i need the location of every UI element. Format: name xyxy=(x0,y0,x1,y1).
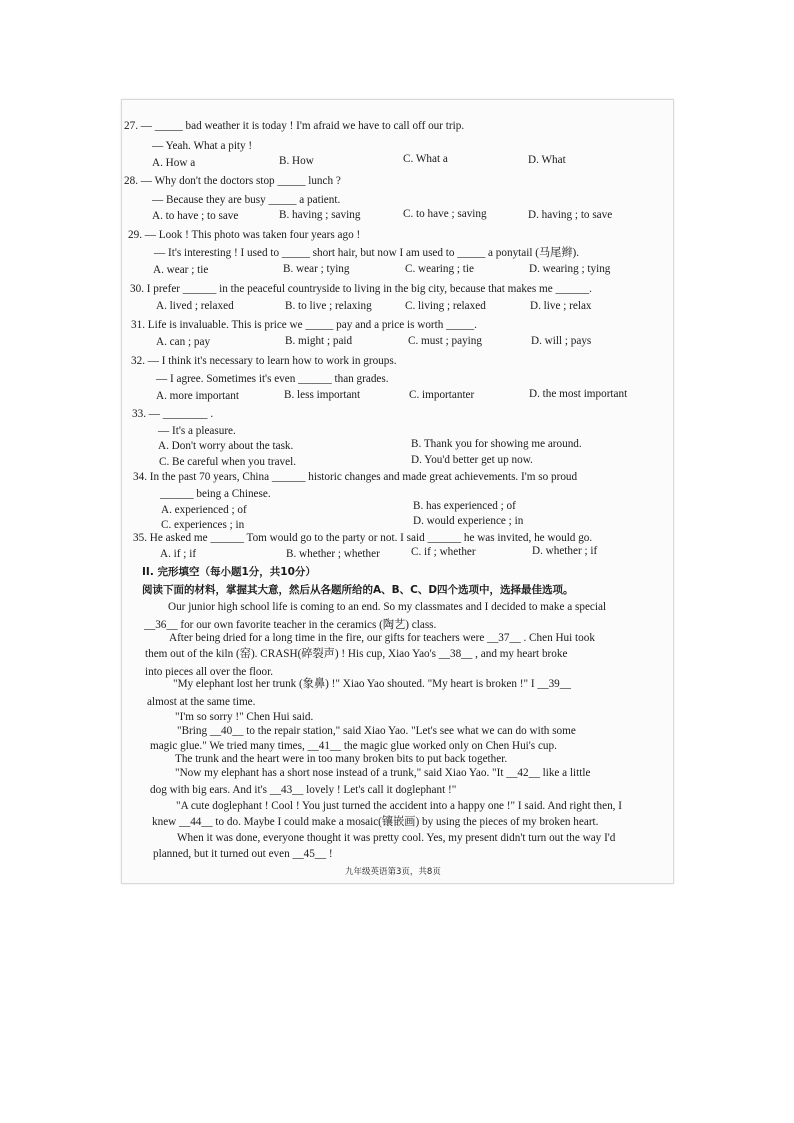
passage-line-5: into pieces all over the floor. xyxy=(145,666,273,678)
question-27-option-b: B. How xyxy=(279,155,314,167)
passage-line-12: "Now my elephant has a short nose instead of a trunk," said Xiao Yao. "It __42__ like a little xyxy=(175,767,591,779)
passage-line-10: magic glue." We tried many times, __41__ the magic glue worked only on Chen Hui's cup. xyxy=(150,740,557,752)
passage-line-11: The trunk and the heart were in too many broken bits to put back together. xyxy=(175,753,508,765)
question-31-option-a: A. can ; pay xyxy=(156,336,211,348)
question-28-response: — Because they are busy _____ a patient. xyxy=(152,194,341,206)
question-33-option-b: B. Thank you for showing me around. xyxy=(411,438,582,450)
question-33-response: — It's a pleasure. xyxy=(158,425,236,437)
passage-line-1: Our junior high school life is coming to an end. So my classmates and I decided to make a special xyxy=(168,601,607,613)
question-31-option-b: B. might ; paid xyxy=(285,335,353,347)
question-31-option-c: C. must ; paying xyxy=(408,335,482,347)
question-29-option-d: D. wearing ; tying xyxy=(529,263,611,275)
question-34-option-a: A. experienced ; of xyxy=(161,504,247,516)
question-33-option-a: A. Don't worry about the task. xyxy=(158,440,294,452)
question-28-option-d: D. having ; to save xyxy=(528,209,613,221)
question-29-option-c: C. wearing ; tie xyxy=(405,263,474,275)
question-32-stem: 32. — I think it's necessary to learn how to work in groups. xyxy=(131,355,397,367)
question-28-stem: 28. — Why don't the doctors stop _____ lunch ? xyxy=(124,175,341,187)
question-28-option-a: A. to have ; to save xyxy=(152,210,239,222)
passage-line-2: __36__ for our own favorite teacher in the ceramics (陶艺) class. xyxy=(144,619,437,631)
question-29-option-a: A. wear ; tie xyxy=(153,264,209,276)
question-34-option-d: D. would experience ; in xyxy=(413,515,524,527)
question-28-option-b: B. having ; saving xyxy=(279,209,361,221)
question-29-option-b: B. wear ; tying xyxy=(283,263,350,275)
question-34-stem: 34. In the past 70 years, China ______ historic changes and made great achievements. I'm so proud xyxy=(133,471,578,483)
question-27-response: — Yeah. What a pity ! xyxy=(152,140,253,152)
question-32-option-c: C. importanter xyxy=(409,389,475,401)
question-35-option-d: D. whether ; if xyxy=(532,545,598,557)
section-instruction: 阅读下面的材料，掌握其大意，然后从各题所给的A、B、C、D四个选项中，选择最佳选项。 xyxy=(142,584,574,596)
passage-line-6: "My elephant lost her trunk (象鼻) !" Xiao Yao shouted. "My heart is broken !" I __39__ xyxy=(173,678,571,690)
question-34-continuation: ______ being a Chinese. xyxy=(160,488,271,500)
question-30-option-d: D. live ; relax xyxy=(530,300,592,312)
question-31-stem: 31. Life is invaluable. This is price we _____ pay and a price is worth _____. xyxy=(131,319,477,331)
question-35-option-c: C. if ; whether xyxy=(411,546,476,558)
passage-line-15: knew __44__ to do. Maybe I could make a mosaic(镶嵌画) by using the pieces of my broken heart. xyxy=(152,816,599,828)
question-34-option-b: B. has experienced ; of xyxy=(413,500,516,512)
question-35-option-a: A. if ; if xyxy=(160,548,197,560)
question-30-option-b: B. to live ; relaxing xyxy=(285,300,372,312)
question-30-option-c: C. living ; relaxed xyxy=(405,300,486,312)
passage-line-13: dog with big ears. And it's __43__ lovely ! Let's call it doglephant !" xyxy=(150,784,457,796)
question-33-option-d: D. You'd better get up now. xyxy=(411,454,533,466)
passage-line-3: After being dried for a long time in the fire, our gifts for teachers were __37__ . Chen Hui took xyxy=(169,632,595,644)
passage-line-4: them out of the kiln (窑). CRASH(碎裂声) ! His cup, Xiao Yao's __38__ , and my heart broke xyxy=(145,648,568,660)
section-heading: II. 完形填空（每小题1分，共10分） xyxy=(142,566,316,578)
question-30-option-a: A. lived ; relaxed xyxy=(156,300,234,312)
question-31-option-d: D. will ; pays xyxy=(531,335,592,347)
question-32-option-b: B. less important xyxy=(284,389,361,401)
question-27-option-d: D. What xyxy=(528,154,566,166)
question-34-option-c: C. experiences ; in xyxy=(161,519,245,531)
question-33-stem: 33. — ________ . xyxy=(132,408,214,420)
passage-line-8: "I'm so sorry !" Chen Hui said. xyxy=(175,711,314,723)
question-32-response: — I agree. Sometimes it's even ______ than grades. xyxy=(156,373,389,385)
question-30-stem: 30. I prefer ______ in the peaceful countryside to living in the big city, because that makes me ______. xyxy=(130,283,592,295)
question-32-option-d: D. the most important xyxy=(529,388,628,400)
passage-line-7: almost at the same time. xyxy=(147,696,256,708)
question-35-stem: 35. He asked me ______ Tom would go to the party or not. I said ______ he was invited, he would go. xyxy=(133,532,593,544)
question-27-stem: 27. — _____ bad weather it is today ! I'm afraid we have to call off our trip. xyxy=(124,120,465,132)
question-29-stem: 29. — Look ! This photo was taken four years ago ! xyxy=(128,229,361,241)
question-27-option-c: C. What a xyxy=(403,153,448,165)
passage-line-14: "A cute doglephant ! Cool ! You just turned the accident into a happy one !" I said. And right then, I xyxy=(176,800,622,812)
question-28-option-c: C. to have ; saving xyxy=(403,208,487,220)
passage-line-17: planned, but it turned out even __45__ ! xyxy=(153,848,333,860)
page-footer: 九年级英语第3页，共8页 xyxy=(345,867,441,877)
question-33-option-c: C. Be careful when you travel. xyxy=(159,456,296,468)
question-32-option-a: A. more important xyxy=(156,390,239,402)
passage-line-16: When it was done, everyone thought it was pretty cool. Yes, my present didn't turn out the way I'd xyxy=(177,832,616,844)
question-29-response: — It's interesting ! I used to _____ short hair, but now I am used to _____ a ponytail (马尾辫). xyxy=(154,247,580,259)
question-27-option-a: A. How a xyxy=(152,157,196,169)
passage-line-9: "Bring __40__ to the repair station," said Xiao Yao. "Let's see what we can do with some xyxy=(177,725,576,737)
question-35-option-b: B. whether ; whether xyxy=(286,548,380,560)
